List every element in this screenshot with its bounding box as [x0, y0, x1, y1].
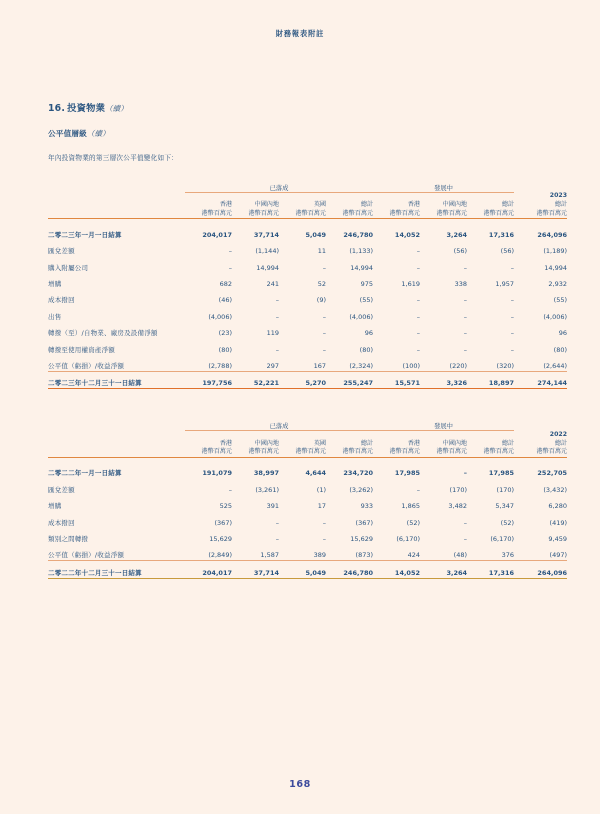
row-value-5: (100): [402, 361, 421, 370]
table-column-header-row: [48, 431, 567, 458]
row-value-3: (1): [316, 485, 326, 494]
table-row: [48, 544, 567, 561]
row-value-3: 11: [317, 247, 326, 256]
group-header-completed: 已落成: [185, 417, 373, 431]
table-column-header-row: [48, 192, 567, 219]
row-value-6: 3,264: [446, 230, 468, 239]
note-subtitle-continued: （續）: [86, 129, 110, 138]
column-header-7: 總計 港幣百萬元: [483, 439, 515, 456]
row-value-5: (52): [406, 518, 421, 527]
row-value-3: 5,049: [305, 568, 326, 577]
row-value-3: –: [322, 518, 326, 527]
row-value-3: –: [322, 263, 326, 272]
row-label: 匯兌差額: [48, 247, 75, 256]
row-value-5: –: [416, 296, 421, 305]
row-value-1: 191,079: [202, 469, 232, 478]
column-header-7: 總計 港幣百萬元: [483, 201, 515, 217]
row-label: 二零二二年一月一日結算: [48, 469, 122, 478]
row-label: 購入附屬公司: [48, 263, 89, 272]
row-value-8: (4,006): [543, 312, 568, 321]
row-label: 轉撥（至）/自物業、廠房及設備淨額: [48, 329, 158, 338]
row-value-4: 933: [360, 502, 374, 511]
row-value-4: (55): [359, 296, 374, 305]
row-value-5: 15,571: [394, 379, 421, 388]
column-header-6: 中國內地 港幣百萬元: [436, 201, 468, 217]
note-subtitle: [48, 128, 563, 139]
row-value-5: 14,052: [394, 568, 421, 577]
table-row: [48, 305, 567, 321]
row-label: 公平值（虧損）/收益淨額: [48, 361, 125, 370]
row-value-4: (80): [359, 345, 374, 354]
table-row: [48, 478, 567, 494]
table-row: [48, 322, 567, 338]
table-gap: [48, 389, 563, 417]
page-number: 168: [289, 779, 311, 790]
row-value-5: 1,865: [401, 502, 421, 511]
row-value-7: –: [510, 345, 515, 354]
row-value-3: 4,644: [305, 469, 326, 478]
row-value-2: 37,714: [253, 230, 279, 239]
row-value-6: 3,326: [446, 379, 468, 388]
row-value-5: –: [416, 485, 421, 494]
row-value-3: –: [322, 345, 326, 354]
column-header-1: 香港 港幣百萬元: [201, 439, 232, 456]
table-row: [48, 561, 567, 578]
row-value-2: –: [275, 312, 279, 321]
row-value-5: –: [416, 329, 421, 338]
row-value-7: 17,316: [488, 568, 515, 577]
column-header-6: 中國內地 港幣百萬元: [436, 439, 468, 456]
row-value-6: –: [463, 263, 468, 272]
column-header-4: 總計 港幣百萬元: [342, 201, 374, 217]
row-value-5: 1,619: [401, 280, 421, 289]
row-value-8: (2,644): [543, 361, 568, 370]
row-value-4: (3,262): [349, 485, 374, 494]
column-header-3: 英國 港幣百萬元: [295, 201, 326, 217]
table-row: [48, 338, 567, 354]
page-title: [48, 100, 563, 114]
row-value-3: –: [322, 312, 326, 321]
row-value-2: (3,261): [255, 485, 279, 494]
column-header-1: 香港 港幣百萬元: [201, 201, 232, 217]
row-value-4: 234,720: [343, 469, 374, 478]
table-bottom-rule: [48, 578, 567, 579]
row-value-3: 389: [313, 551, 326, 560]
table-group-header-row: [48, 417, 567, 431]
row-label: 成本撥回: [48, 296, 75, 305]
group-header-empty: [514, 179, 567, 193]
row-value-1: –: [228, 485, 232, 494]
group-header-spacer: [48, 417, 185, 431]
row-value-2: 14,994: [256, 263, 279, 272]
row-value-7: 1,957: [495, 280, 515, 289]
table-row: [48, 355, 567, 372]
row-value-3: 17: [317, 502, 326, 511]
row-value-3: 5,049: [305, 230, 326, 239]
running-head: 財務報表附註: [275, 29, 325, 38]
fair-value-table-2023: [48, 179, 567, 389]
row-value-8: 274,144: [537, 379, 568, 388]
row-value-3: (9): [316, 296, 326, 305]
column-header-label: [48, 192, 185, 219]
row-value-1: (2,849): [208, 551, 232, 560]
note-title-continued: （續）: [105, 104, 128, 113]
fair-value-table-2022: [48, 417, 567, 578]
row-value-4: 246,780: [343, 568, 374, 577]
row-value-1: 197,756: [202, 379, 232, 388]
row-value-1: 15,629: [209, 534, 232, 543]
table-row: [48, 372, 567, 389]
row-value-1: (23): [218, 329, 232, 338]
row-label: 類別之間轉撥: [48, 534, 89, 543]
row-value-7: (170): [496, 485, 515, 494]
row-value-4: (1,133): [349, 247, 374, 256]
row-value-1: 525: [219, 502, 232, 511]
table-row: [48, 528, 567, 544]
row-value-6: (170): [449, 485, 468, 494]
row-value-6: 338: [454, 280, 468, 289]
row-value-4: 975: [360, 280, 374, 289]
row-value-3: –: [322, 329, 326, 338]
row-value-8: (55): [553, 296, 568, 305]
table-2022-body: [48, 457, 567, 578]
row-value-7: –: [510, 296, 515, 305]
row-value-1: (4,006): [208, 312, 232, 321]
table-row: [48, 511, 567, 527]
row-value-2: 52,221: [253, 379, 279, 388]
row-value-8: 2,932: [548, 280, 568, 289]
row-value-1: 204,017: [202, 230, 232, 239]
row-value-2: 37,714: [253, 568, 279, 577]
row-value-8: (80): [553, 345, 568, 354]
table-2023-body: [48, 219, 567, 389]
row-value-7: 5,347: [495, 502, 515, 511]
row-value-7: (6,170): [490, 534, 515, 543]
column-header-5: 香港 港幣百萬元: [389, 439, 421, 456]
row-value-2: 297: [266, 361, 279, 370]
row-label: 匯兌差額: [48, 485, 75, 494]
row-value-6: –: [463, 345, 468, 354]
row-value-1: 682: [219, 280, 232, 289]
row-value-6: (220): [449, 361, 468, 370]
table-group-header-row: [48, 179, 567, 193]
row-value-6: –: [463, 518, 468, 527]
row-value-6: –: [463, 312, 468, 321]
row-value-1: –: [228, 263, 232, 272]
row-value-4: (367): [355, 518, 374, 527]
row-value-7: –: [510, 312, 515, 321]
group-header-empty: [514, 417, 567, 431]
column-header-3: 英國 港幣百萬元: [295, 439, 326, 456]
row-label: 增購: [48, 502, 62, 511]
row-label: 二零二三年一月一日結算: [48, 230, 122, 239]
row-value-4: 246,780: [343, 230, 374, 239]
row-value-8: 14,994: [544, 263, 568, 272]
column-header-5: 香港 港幣百萬元: [389, 201, 421, 217]
table-row: [48, 273, 567, 289]
rule-line: [48, 578, 567, 579]
row-value-2: –: [275, 345, 279, 354]
row-value-1: (80): [218, 345, 232, 354]
row-value-4: (4,006): [349, 312, 374, 321]
table-row: [48, 219, 567, 239]
table-row: [48, 495, 567, 511]
row-value-1: –: [228, 247, 232, 256]
row-label: 二零二二年十二月三十一日結算: [48, 568, 142, 577]
table-row: [48, 240, 567, 256]
column-header-2: 中國內地 港幣百萬元: [248, 439, 279, 456]
group-header-under-development: 發展中: [373, 417, 514, 431]
row-value-8: 6,280: [548, 502, 568, 511]
row-value-5: –: [416, 312, 421, 321]
row-value-7: –: [510, 329, 515, 338]
table-row: [48, 289, 567, 305]
row-value-1: (2,788): [208, 361, 232, 370]
row-value-8: (1,189): [543, 247, 568, 256]
row-value-5: 424: [407, 551, 421, 560]
row-value-4: 96: [364, 329, 374, 338]
row-value-2: 1,587: [260, 551, 279, 560]
row-value-6: –: [463, 534, 468, 543]
column-header-4: 總計 港幣百萬元: [342, 439, 374, 456]
row-value-4: 14,994: [350, 263, 374, 272]
table-2023-head: [48, 179, 567, 219]
row-value-4: (2,324): [349, 361, 374, 370]
column-header-label: [48, 431, 185, 458]
column-header-2: 中國內地 港幣百萬元: [248, 201, 279, 217]
row-label: 出售: [48, 312, 62, 321]
row-value-2: –: [275, 534, 279, 543]
table-row: [48, 256, 567, 272]
group-header-spacer: [48, 179, 185, 193]
row-value-6: 3,482: [448, 502, 468, 511]
row-value-5: –: [416, 263, 421, 272]
row-value-8: (419): [549, 518, 568, 527]
row-value-8: (497): [549, 551, 568, 560]
row-value-5: –: [416, 247, 421, 256]
row-value-2: 241: [266, 280, 279, 289]
row-value-8: 252,705: [537, 469, 568, 478]
row-value-7: –: [510, 263, 515, 272]
row-value-5: 14,052: [394, 230, 421, 239]
row-value-8: 264,096: [537, 568, 568, 577]
row-label: 轉撥至使用權資產淨額: [48, 345, 115, 354]
row-value-6: 3,264: [446, 568, 468, 577]
row-value-1: (367): [214, 518, 232, 527]
note-title-text: 投資物業: [67, 103, 106, 114]
column-header-8: 2022 總計 港幣百萬元: [536, 430, 568, 456]
row-value-1: (46): [218, 296, 232, 305]
group-header-under-development: 發展中: [373, 179, 514, 193]
column-header-year: 2023: [549, 192, 568, 200]
group-header-completed: 已落成: [185, 179, 373, 193]
row-value-4: 15,629: [350, 534, 374, 543]
row-value-2: –: [275, 296, 279, 305]
row-value-6: –: [463, 296, 468, 305]
row-value-8: 9,459: [548, 534, 568, 543]
column-header-8: 2023 總計 港幣百萬元: [536, 192, 568, 217]
row-value-6: –: [463, 329, 468, 338]
row-value-2: 38,997: [253, 469, 279, 478]
row-value-7: 17,316: [488, 230, 515, 239]
row-value-5: (6,170): [396, 534, 421, 543]
row-value-8: (3,432): [543, 485, 568, 494]
row-value-3: –: [322, 534, 326, 543]
row-value-8: 96: [558, 329, 568, 338]
column-header-year: 2022: [549, 430, 568, 438]
row-value-4: (873): [355, 551, 374, 560]
row-value-7: 17,985: [488, 469, 515, 478]
row-value-7: (56): [500, 247, 515, 256]
row-value-3: 167: [313, 361, 326, 370]
row-value-7: (320): [496, 361, 515, 370]
row-label: 二零二三年十二月三十一日結算: [48, 379, 142, 388]
row-value-3: 5,270: [305, 379, 326, 388]
row-value-2: 119: [266, 329, 279, 338]
row-value-6: (56): [453, 247, 468, 256]
row-value-7: (52): [500, 518, 515, 527]
note-content: [48, 100, 568, 579]
row-value-5: 17,985: [394, 469, 421, 478]
row-label: 成本撥回: [48, 518, 75, 527]
row-label: 公平值（虧損）/收益淨額: [48, 551, 125, 560]
row-value-7: 376: [501, 551, 515, 560]
row-value-2: –: [275, 518, 279, 527]
row-value-3: 52: [317, 280, 326, 289]
note-intro-paragraph: 年內投資物業的第三層次公平值變化如下：: [48, 154, 179, 162]
row-value-4: 255,247: [343, 379, 374, 388]
row-value-8: 264,096: [537, 230, 568, 239]
row-value-2: 391: [266, 502, 279, 511]
row-value-6: –: [463, 469, 468, 478]
table-row: [48, 458, 567, 478]
note-number: 16.: [48, 103, 66, 114]
table-2022-head: [48, 417, 567, 457]
row-value-6: (48): [453, 551, 468, 560]
row-label: 增購: [48, 280, 62, 289]
row-value-5: –: [416, 345, 421, 354]
row-value-1: 204,017: [202, 568, 232, 577]
note-subtitle-text: 公平值層級: [48, 129, 87, 138]
row-value-7: 18,897: [488, 379, 515, 388]
row-value-2: (1,144): [255, 247, 279, 256]
